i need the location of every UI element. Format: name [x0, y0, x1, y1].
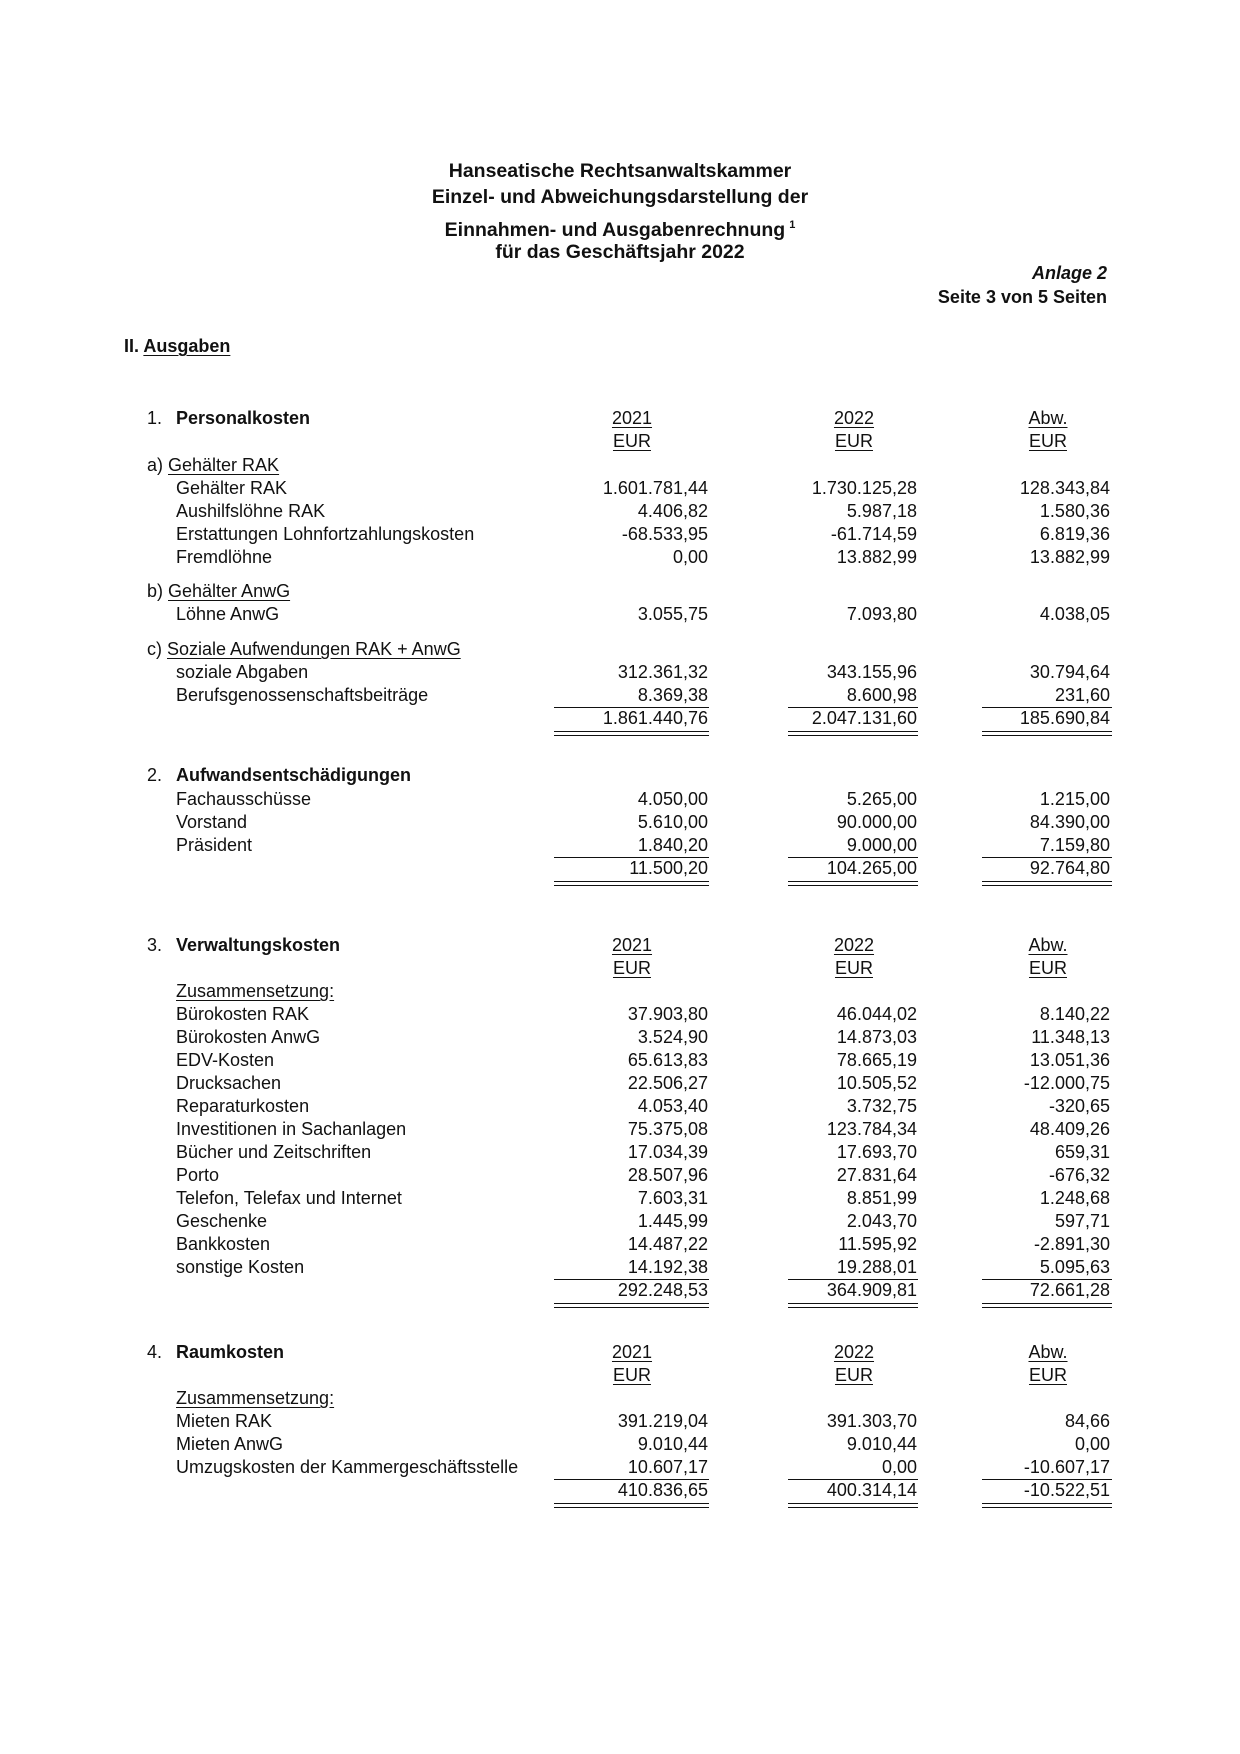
section-name: Personalkosten [176, 408, 311, 428]
value-2022: 8.600,98 [846, 685, 917, 705]
value-deviation: 6.819,36 [1039, 524, 1110, 544]
value-2021: 3.055,75 [637, 604, 708, 624]
currency-text: EUR [612, 958, 651, 978]
value-deviation: -676,32 [1048, 1165, 1110, 1185]
table-row [0, 1118, 1240, 1141]
value-2021: 4.053,40 [637, 1096, 708, 1116]
total-row [0, 1279, 1240, 1302]
double-underline [982, 1303, 1112, 1308]
total-deviation: 92.764,80 [1029, 858, 1110, 878]
row-label: Geschenke [176, 1211, 268, 1231]
row-label: Gehälter RAK [176, 478, 288, 498]
section-name: Raumkosten [176, 1342, 285, 1362]
currency-text: EUR [834, 1365, 873, 1385]
table-row [0, 1456, 1240, 1479]
column-header-deviation [1018, 407, 1078, 430]
value-deviation: 13.882,99 [1029, 547, 1110, 567]
row-label: Umzugskosten der Kammergeschäftsstelle [176, 1457, 519, 1477]
double-underline [788, 1503, 918, 1508]
group-prefix: c) [147, 639, 167, 659]
value-2021: 14.487,22 [627, 1234, 708, 1254]
section-title-row [0, 934, 1240, 957]
section-title-row [0, 764, 1240, 787]
value-2022: 5.265,00 [846, 789, 917, 809]
total-deviation: 185.690,84 [1019, 708, 1110, 728]
total-2022: 104.265,00 [826, 858, 917, 878]
row-label: Bürokosten AnwG [176, 1027, 321, 1047]
column-header-deviation-text: Abw. [1028, 1342, 1068, 1362]
value-deviation: 128.343,84 [1019, 478, 1110, 498]
composition-label: Zusammensetzung: [176, 981, 335, 1001]
value-2022: 13.882,99 [836, 547, 917, 567]
group-label [147, 454, 279, 477]
footnote-mark: 1 [789, 219, 796, 231]
total-2021: 292.248,53 [617, 1280, 708, 1300]
row-label: Investitionen in Sachanlagen [176, 1119, 407, 1139]
currency-header-row [0, 430, 1240, 453]
value-2022: 46.044,02 [836, 1004, 917, 1024]
table-row [0, 1210, 1240, 1233]
composition-label: Zusammensetzung: [176, 1388, 335, 1408]
value-deviation: 7.159,80 [1039, 835, 1110, 855]
table-row [0, 1003, 1240, 1026]
table-row [0, 546, 1240, 569]
value-2021: 1.445,99 [637, 1211, 708, 1231]
appendix-label: Anlage 2 [1031, 263, 1107, 283]
value-deviation: 597,71 [1054, 1211, 1110, 1231]
value-2021: 28.507,96 [627, 1165, 708, 1185]
column-header-2022-text: 2022 [833, 1342, 875, 1362]
row-label: Vorstand [176, 812, 248, 832]
table-row [0, 603, 1240, 626]
currency-header [824, 430, 884, 453]
row-label: Fremdlöhne [176, 547, 273, 567]
document-org-title: Hanseatische Rechtsanwaltskammer [448, 160, 792, 182]
currency-header [602, 957, 662, 980]
currency-text: EUR [1028, 1365, 1067, 1385]
row-label: Mieten AnwG [176, 1434, 284, 1454]
section-title: Ausgaben [143, 336, 231, 356]
value-deviation: 4.038,05 [1039, 604, 1110, 624]
currency-header [602, 430, 662, 453]
column-header-2021 [602, 1341, 662, 1364]
value-2021: 5.610,00 [637, 812, 708, 832]
section-title-row [0, 407, 1240, 430]
value-deviation: 11.348,13 [1031, 1027, 1110, 1047]
row-label: Drucksachen [176, 1073, 282, 1093]
total-2022: 400.314,14 [826, 1480, 917, 1500]
section-name: Aufwandsentschädigungen [176, 765, 412, 785]
group-label [147, 580, 290, 603]
row-label: Aushilfslöhne RAK [176, 501, 326, 521]
column-header-deviation-text: Abw. [1028, 408, 1068, 428]
column-header-2022-text: 2022 [833, 935, 875, 955]
value-2022: 78.665,19 [836, 1050, 917, 1070]
table-row [0, 1256, 1240, 1279]
column-header-2022 [824, 1341, 884, 1364]
double-underline [788, 881, 918, 886]
column-header-deviation [1018, 934, 1078, 957]
group-label-row [0, 638, 1240, 661]
value-deviation: 48.409,26 [1029, 1119, 1110, 1139]
double-underline [554, 1503, 709, 1508]
value-2022: -61.714,59 [830, 524, 917, 544]
value-2022: 0,00 [881, 1457, 917, 1477]
double-underline [554, 1303, 709, 1308]
value-2022: 123.784,34 [826, 1119, 917, 1139]
table-row [0, 477, 1240, 500]
row-label: Bürokosten RAK [176, 1004, 310, 1024]
row-label: Berufsgenossenschaftsbeiträge [176, 685, 429, 705]
group-prefix: b) [147, 581, 169, 601]
value-2021: 391.219,04 [617, 1411, 708, 1431]
value-2021: 0,00 [672, 547, 708, 567]
double-underline [982, 731, 1112, 736]
total-deviation: 72.661,28 [1029, 1280, 1110, 1300]
column-header-2022-text: 2022 [833, 408, 875, 428]
column-header-2021-text: 2021 [611, 1342, 653, 1362]
table-row [0, 811, 1240, 834]
value-2021: 14.192,38 [627, 1257, 708, 1277]
value-2022: 10.505,52 [836, 1073, 917, 1093]
table-row [0, 1049, 1240, 1072]
value-2022: 343.155,96 [826, 662, 917, 682]
value-2022: 9.000,00 [846, 835, 917, 855]
currency-text: EUR [1028, 431, 1067, 451]
value-2021: 312.361,32 [617, 662, 708, 682]
row-label: Erstattungen Lohnfortzahlungskosten [176, 524, 475, 544]
table-row [0, 1433, 1240, 1456]
composition-label-row [0, 1387, 1240, 1410]
group-label-row [0, 580, 1240, 603]
double-underline [982, 881, 1112, 886]
total-2021: 11.500,20 [629, 858, 708, 878]
subtitle-text: Einnahmen- und Ausgabenrechnung [444, 219, 786, 241]
table-row [0, 788, 1240, 811]
column-header-2021 [602, 407, 662, 430]
column-header-deviation [1018, 1341, 1078, 1364]
total-2022: 364.909,81 [826, 1280, 917, 1300]
table-row [0, 684, 1240, 707]
table-row [0, 1187, 1240, 1210]
double-underline [554, 881, 709, 886]
table-row [0, 500, 1240, 523]
currency-text: EUR [834, 431, 873, 451]
column-header-2022 [824, 407, 884, 430]
table-row [0, 1072, 1240, 1095]
row-label: Telefon, Telefax und Internet [176, 1188, 402, 1208]
document-subtitle: Einzel- und Abweichungsdarstellung der [431, 186, 809, 208]
value-deviation: 5.095,63 [1039, 1257, 1110, 1277]
group-prefix: a) [147, 455, 169, 475]
value-2021: 7.603,31 [637, 1188, 708, 1208]
value-2021: 4.406,82 [637, 501, 708, 521]
value-2022: 391.303,70 [826, 1411, 917, 1431]
row-label: Fachausschüsse [176, 789, 312, 809]
value-2021: 3.524,90 [637, 1027, 708, 1047]
value-deviation: 84.390,00 [1029, 812, 1110, 832]
total-row [0, 1479, 1240, 1502]
total-2022: 2.047.131,60 [811, 708, 917, 728]
column-header-2022 [824, 934, 884, 957]
double-underline [788, 1303, 918, 1308]
value-deviation: 13.051,36 [1029, 1050, 1110, 1070]
group-label-row [0, 454, 1240, 477]
section-number: 1. [147, 408, 163, 428]
row-label: sonstige Kosten [176, 1257, 305, 1277]
value-2022: 8.851,99 [846, 1188, 917, 1208]
group-name: Gehälter RAK [168, 455, 280, 475]
section-number: 3. [147, 935, 163, 955]
table-row [0, 1026, 1240, 1049]
total-2021: 1.861.440,76 [602, 708, 708, 728]
value-2021: 22.506,27 [627, 1073, 708, 1093]
row-label: Präsident [176, 835, 253, 855]
row-label: EDV-Kosten [176, 1050, 275, 1070]
column-header-2021 [602, 934, 662, 957]
group-name: Soziale Aufwendungen RAK + AnwG [167, 639, 461, 659]
table-row [0, 1410, 1240, 1433]
value-deviation: 8.140,22 [1039, 1004, 1110, 1024]
value-deviation: 1.580,36 [1039, 501, 1110, 521]
value-deviation: 1.248,68 [1039, 1188, 1110, 1208]
row-label: Bücher und Zeitschriften [176, 1142, 372, 1162]
row-label: Porto [176, 1165, 220, 1185]
table-row [0, 523, 1240, 546]
section-number: 4. [147, 1342, 163, 1362]
section-number: 2. [147, 765, 163, 785]
group-label [147, 638, 461, 661]
value-2022: 5.987,18 [846, 501, 917, 521]
value-deviation: 231,60 [1054, 685, 1110, 705]
value-2021: 10.607,17 [627, 1457, 708, 1477]
value-deviation: -320,65 [1048, 1096, 1110, 1116]
value-2022: 19.288,01 [836, 1257, 917, 1277]
value-2021: 65.613,83 [627, 1050, 708, 1070]
currency-text: EUR [612, 1365, 651, 1385]
value-2021: 75.375,08 [627, 1119, 708, 1139]
section-name: Verwaltungskosten [176, 935, 341, 955]
total-row [0, 707, 1240, 730]
row-label: soziale Abgaben [176, 662, 309, 682]
value-2021: 17.034,39 [627, 1142, 708, 1162]
currency-header-row [0, 957, 1240, 980]
value-2021: -68.533,95 [621, 524, 708, 544]
row-label: Reparaturkosten [176, 1096, 310, 1116]
table-row [0, 1233, 1240, 1256]
currency-header [1018, 957, 1078, 980]
value-deviation: 659,31 [1054, 1142, 1110, 1162]
page-indicator: Seite 3 von 5 Seiten [937, 287, 1107, 307]
fiscal-year-title: für das Geschäftsjahr 2022 [495, 241, 745, 263]
value-2022: 11.595,92 [838, 1234, 917, 1254]
currency-text: EUR [612, 431, 651, 451]
currency-text: EUR [1028, 958, 1067, 978]
currency-header [824, 1364, 884, 1387]
row-label: Mieten RAK [176, 1411, 273, 1431]
value-2022: 14.873,03 [836, 1027, 917, 1047]
double-underline [554, 731, 709, 736]
value-2022: 27.831,64 [836, 1165, 917, 1185]
value-deviation: -12.000,75 [1023, 1073, 1110, 1093]
table-row [0, 1095, 1240, 1118]
double-underline [982, 1503, 1112, 1508]
value-2021: 4.050,00 [637, 789, 708, 809]
value-deviation: 1.215,00 [1039, 789, 1110, 809]
currency-header [1018, 1364, 1078, 1387]
value-2021: 8.369,38 [637, 685, 708, 705]
currency-header-row [0, 1364, 1240, 1387]
value-2022: 3.732,75 [846, 1096, 917, 1116]
value-2022: 1.730.125,28 [811, 478, 917, 498]
table-row [0, 661, 1240, 684]
table-row [0, 1141, 1240, 1164]
currency-header [602, 1364, 662, 1387]
value-deviation: -10.607,17 [1023, 1457, 1110, 1477]
row-label: Bankkosten [176, 1234, 271, 1254]
value-2022: 2.043,70 [846, 1211, 917, 1231]
composition-label-row [0, 980, 1240, 1003]
total-deviation: -10.522,51 [1023, 1480, 1110, 1500]
column-header-deviation-text: Abw. [1028, 935, 1068, 955]
table-row [0, 834, 1240, 857]
value-2021: 9.010,44 [637, 1434, 708, 1454]
currency-header [1018, 430, 1078, 453]
value-2022: 90.000,00 [836, 812, 917, 832]
value-deviation: 84,66 [1064, 1411, 1110, 1431]
row-label: Löhne AnwG [176, 604, 280, 624]
currency-text: EUR [834, 958, 873, 978]
value-2021: 37.903,80 [627, 1004, 708, 1024]
total-row [0, 857, 1240, 880]
value-2022: 17.693,70 [836, 1142, 917, 1162]
value-deviation: 0,00 [1074, 1434, 1110, 1454]
value-deviation: -2.891,30 [1033, 1234, 1110, 1254]
section-heading [124, 336, 230, 357]
group-name: Gehälter AnwG [168, 581, 291, 601]
column-header-2021-text: 2021 [611, 408, 653, 428]
currency-header [824, 957, 884, 980]
section-title-row [0, 1341, 1240, 1364]
column-header-2021-text: 2021 [611, 935, 653, 955]
value-deviation: 30.794,64 [1029, 662, 1110, 682]
value-2021: 1.601.781,44 [602, 478, 708, 498]
value-2021: 1.840,20 [637, 835, 708, 855]
value-2022: 9.010,44 [846, 1434, 917, 1454]
total-2021: 410.836,65 [617, 1480, 708, 1500]
section-roman: II. [124, 336, 140, 356]
table-row [0, 1164, 1240, 1187]
value-2022: 7.093,80 [846, 604, 917, 624]
double-underline [788, 731, 918, 736]
